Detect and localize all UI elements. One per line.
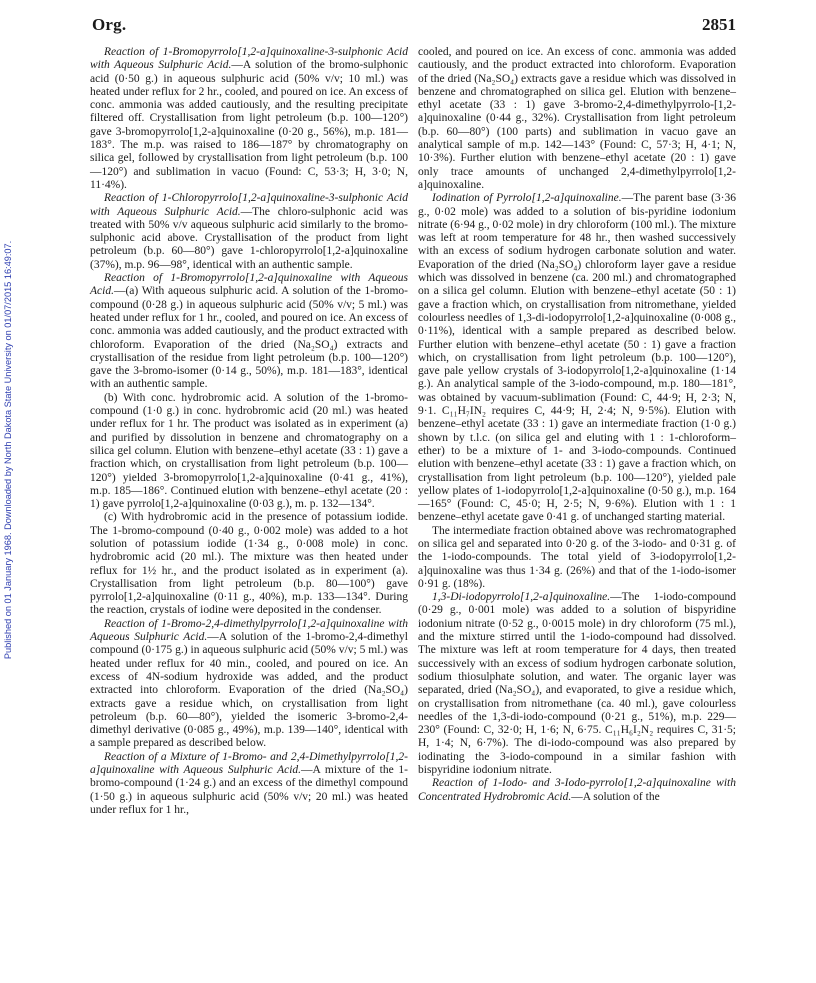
left-text-column (90, 46, 408, 817)
paragraph-heading: Reaction of 1-Chloropyrrolo[1,2-a]quinoxaline-3-sulphonic Acid with Aqueous Sulphuric Acid. (90, 192, 408, 218)
paragraph (90, 192, 408, 272)
paragraph-text: The intermediate fraction obtained above was rechromatographed on silica gel and separated into 0·20 g. of the 3-iodo- and 0·31 g. of the 1-iodo-compounds. The total yield of 3-iodopyrrolo[1,2-a]quinoxaline was thus 1·34 g. (26%) and that of the 1-iodo-isomer 0·91 g. (18%). (418, 524, 736, 590)
journal-header: Org. (92, 15, 127, 34)
page-number: 2851 (702, 15, 736, 34)
paragraph (90, 618, 408, 751)
paragraph-heading: Reaction of 1-Bromo-2,4-dimethylpyrrolo[1,2-a]quinoxaline with Aqueous Sulphuric Acid. (90, 617, 408, 644)
paragraph (418, 525, 736, 591)
paragraph (90, 272, 408, 392)
paragraph-text: —A solution of the (571, 790, 660, 803)
paragraph (90, 751, 408, 817)
paragraph (418, 192, 736, 524)
paragraph (90, 392, 408, 512)
paragraph-text: —(a) With aqueous sulphuric acid. A solution of the 1-bromo-compound (0·28 g.) in aqueous sulphuric acid (50% v/v; 5 ml.) was heated under reflux for 1 hr., cooled, and poured on ice. An excess of conc. ammonia was added cautiously, and the product extracted with chloroform. Evaporation of the dried (Na₂SO₄) extracts and crystallisation of the residue from light petroleum (b.p. 100—120°) gave the 3-bromo-isomer (0·14 g., 50%), m.p. 181—183°, identical with an authentic sample. (90, 285, 408, 391)
right-text-column (418, 46, 736, 804)
paragraph (418, 46, 736, 192)
paragraph (90, 511, 408, 617)
paragraph-text: cooled, and poured on ice. An excess of conc. ammonia was added cautiously, and the product extracted into chloroform. Evaporation of the dried (Na₂SO₄) extracts gave a residue which was dissolved in benzene and chromatographed on silica gel. Elution with benzene–ethyl acetate (33 : 1) gave 3-bromo-2,4-dimethylpyrrolo-[1,2-a]quinoxaline (0·44 g., 32%). Crystallisation from light petroleum (b.p. 60—80°) (100 parts) and sublimation in vacuo gave an analytical sample of m.p. 142—143° (Found: C, 57·3; H, 4·1; N, 10·3%). Further elution with benzene–ethyl acetate (20 : 1) gave only trace amounts of unchanged 2,4-dimethylpyrrolo[1,2-a]quinoxaline. (418, 46, 736, 191)
paragraph-text: (b) With conc. hydrobromic acid. A solution of the 1-bromo-compound (1·0 g.) in conc. hydrobromic acid (20 ml.) was heated under reflux for 1 hr. The product was isolated as in experiment (a) and purified by dissolution in benzene and chromatography on a silica gel column. Elution with benzene–ethyl acetate (33 : 1) gave a fraction which, on crystallisation from light petroleum (b.p. 100—120°) yielded 3-bromopyrrolo[1,2-a]quinoxaline (0·41 g., 41%), m.p. 185—186°. Continued elution with benzene–ethyl acetate (20 : 1) gave pyrrolo[1,2-a]quinoxaline (0·03 g.), m. p. 132—134°. (90, 391, 408, 511)
download-side-note (2, 170, 14, 730)
paragraph (418, 777, 736, 804)
paragraph-text: —A mixture of the 1-bromo-compound (1·24 g.) and an excess of the dimethyl compound (1·50 g.) in aqueous sulphuric acid (50% v/v; 20 ml.) was heated under reflux for 1 hr., (90, 764, 408, 816)
paragraph-heading: Iodination of Pyrrolo[1,2-a]quinoxaline. (432, 192, 622, 205)
paragraph-text: —The 1-iodo-compound (0·29 g., 0·001 mole) was added to a solution of bispyridine iodonium nitrate (0·52 g., 0·0015 mole) in dry chloroform (75 ml.), and the mixture stirred until the 1-iodo-compound had dissolved. The mixture was left at room temperature for 4 days, then treated successively with an excess of sodium hydrogen carbonate solution, sodium thiosulphate solution, and water. The organic layer was separated, dried (Na₂SO₄), and evaporated, to give a residue which, on crystallisation from nitromethane (ca. 40 ml.), gave colourless needles of the 1,3-di-iodo-compound (0·21 g., 51%), m.p. 229—230° (Found: C, 32·0; H, 1·6; N, 6·75. C₁₁H₆I₂N₂ requires C, 31·5; H, 1·4; N, 6·7%). The di-iodo-compound was also prepared by iodinating the 3-iodo-compound in a similar fashion with bispyridine iodonium nitrate. (418, 591, 736, 777)
paragraph-heading: Reaction of a Mixture of 1-Bromo- and 2,4-Dimethylpyrrolo[1,2-a]quinoxaline with Aqueous Sulphuric Acid. (90, 750, 408, 777)
paragraph-heading: Reaction of 1-Bromopyrrolo[1,2-a]quinoxaline-3-sulphonic Acid with Aqueous Sulphuric Acid. (90, 46, 408, 72)
paragraph-text: —A solution of the 1-bromo-2,4-dimethyl compound (0·175 g.) in aqueous sulphuric acid (50% v/v; 5 ml.) was heated under reflux for 40 min., cooled, and poured on ice. An excess of 4N-sodium hydroxide was added, and the product extracted into chloroform. Evaporation of the dried (Na₂SO₄) extracts gave a residue which, on crystallisation from light petroleum (b.p. 60—80°), yielded the isomeric 3-bromo-2,4-dimethyl derivative (0·085 g., 49%), m.p. 139—140°, identical with a sample prepared as described below. (90, 631, 408, 750)
paragraph (418, 591, 736, 777)
paragraph-text: —The parent base (3·36 g., 0·02 mole) was added to a solution of bis-pyridine iodonium nitrate (6·94 g., 0·02 mole) in dry chloroform (100 ml.). The mixture was left at room temperature for 48 hr., then washed successively with an excess of sodium hydrogen carbonate solution and water. Evaporation of the dried (Na₂SO₄) chloroform layer gave a residue which was dissolved in benzene (ca. 200 ml.) and chromatographed on a silica gel column. Elution with benzene–ethyl acetate (50 : 1) gave a fraction which, on crystallisation from nitromethane, yielded colourless needles of 1,3-di-iodopyrrolo[1,2-a]quinoxaline (0·008 g., 0·11%), identical with a sample prepared as described below. Further elution with benzene–ethyl acetate (50 : 1) gave a fraction which, on crystallisation from light petroleum (b.p. 100—120°), gave pale yellow crystals of 3-iodopyrrolo[1,2-a]quinoxaline (1·14 g.). An analytical sample of the 3-iodo-compound, m.p. 180—181°, was obtained by vacuum-sublimation (Found: C, 44·9; H, 2·3; N, 9·1. C₁₁H₇IN₂ requires C, 44·9; H, 2·4; N, 9·5%). Elution with benzene–ethyl acetate (33 : 1) gave an intermediate fraction (1·0 g.) shown by t.l.c. (on silica gel and eluting with 1 : 1-chloroform–ether) to be a mixture of 1- and 3-iodo-compounds. Continued elution with benzene–ethyl acetate (33 : 1) gave a fraction which, on crystallisation from light petroleum (b.p. 100—120°), yielded pale yellow plates of 1-iodopyrrolo[1,2-a]quinoxaline (0·50 g.), m.p. 164—165° (Found: C, 45·0; H, 2·5; N, 9·6%). Elution with 1 : 1 benzene–ethyl acetate gave 0·41 g. of unchanged starting material. (418, 192, 736, 524)
paragraph-heading: Reaction of 1-Bromopyrrolo[1,2-a]quinoxaline with Aqueous Acid. (90, 272, 408, 298)
paragraph-text: (c) With hydrobromic acid in the presence of potassium iodide. The 1-bromo-compound (0·40 g., 0·002 mole) was added to a hot solution of potassium iodide (1·34 g., 0·008 mole) in conc. hydrobromic acid (20 ml.). The mixture was then heated under reflux for 1½ hr., and the product isolated as in experiment (a). Crystallisation from light petroleum (b.p. 80—100°) gave pyrrolo[1,2-a]quinoxaline (0·11 g., 40%), m.p. 133—134°. During the reaction, crystals of iodine were deposited in the condenser. (90, 511, 408, 617)
paragraph-text: —A solution of the bromo-sulphonic acid (0·50 g.) in aqueous sulphuric acid (50% v/v; 10 ml.) was heated under reflux for 2 hr., cooled, and poured on ice. An excess of conc. ammonia was added cautiously, and the resulting precipitate filtered off. Crystallisation from light petroleum (b.p. 100—120°) gave 3-bromopyrrolo[1,2-a]quinoxaline (0·20 g., 56%), m.p. 181—183°. The m.p. was raised to 186—187° by chromatography on silica gel, followed by crystallisation from light petroleum (b.p. 100—120°) and sublimation in vacuo (Found: C, 53·3; H, 3·0; N, 11·4%). (90, 59, 409, 191)
paragraph-heading: Reaction of 1-Iodo- and 3-Iodo-pyrrolo[1,2-a]quinoxaline with Concentrated Hydrobromic Acid. (418, 777, 736, 803)
download-side-note-text: Published on 01 January 1968. Downloaded by North Dakota State University on 01/07/2015 16:49:07. (3, 240, 13, 660)
paragraph-text: —The chloro-sulphonic acid was treated with 50% v/v aqueous sulphuric acid similarly to the bromo-sulphonic acid above. Crystallisation of the product from light petroleum (b.p. 60—80°) gave 1-chloropyrrolo[1,2-a]quinoxaline (37%), m.p. 96—98°, identical with an authentic sample. (90, 205, 408, 271)
paragraph (90, 46, 408, 192)
paragraph-heading: 1,3-Di-iodopyrrolo[1,2-a]quinoxaline. (432, 591, 611, 604)
